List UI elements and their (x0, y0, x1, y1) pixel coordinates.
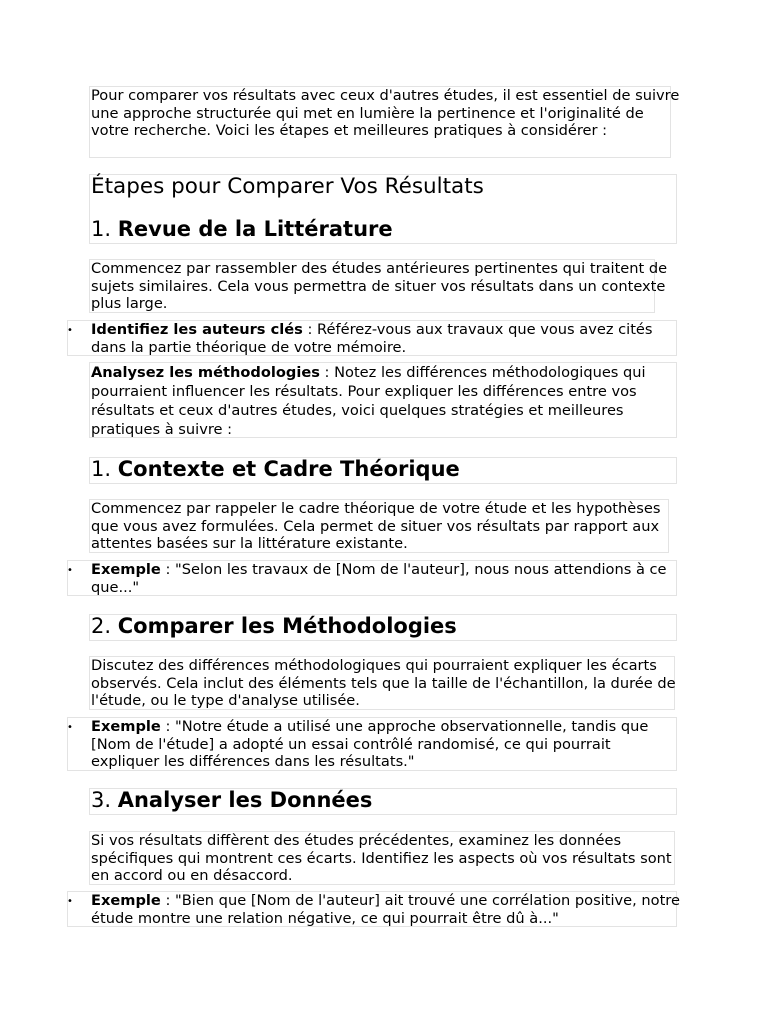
list-item-bold: Exemple (91, 718, 161, 735)
section-heading-contexte (91, 456, 460, 482)
section-heading-methodologies (91, 613, 457, 639)
section-paragraph: Discutez des différences méthodologiques qui pourraient expliquer les écarts observés. Cela inclut des éléments tels que la taille de l'échantillon, la durée de l'étude, ou le type d'analyse utilisée. (91, 657, 676, 710)
paragraph-text: : Notez les différences méthodologiques qui pourraient influencer les résultats. Pour expliquer les différences entre vos résultats et ceux d'autres études, voici quelques stratégies et meilleures pratiques à suivre : (91, 364, 646, 438)
section-paragraph: Commencez par rappeler le cadre théorique de votre étude et les hypothèses que vous avez formulées. Cela permet de situer vos résultats par rapport aux attentes basées sur la littérature existante. (91, 500, 661, 553)
list-item-text: : Référez-vous aux travaux que vous avez cités dans la partie théorique de votre mémoire. (91, 321, 653, 356)
bullet-icon: • (67, 325, 73, 336)
bullet-icon: • (67, 722, 73, 733)
main-heading: Étapes pour Comparer Vos Résultats (91, 174, 484, 199)
bullet-icon: • (67, 565, 73, 576)
section-title: Contexte et Cadre Théorique (117, 457, 460, 481)
list-item-bold: Identifiez les auteurs clés (91, 321, 303, 338)
list-item (91, 892, 681, 927)
list-item-bold: Exemple (91, 561, 161, 578)
section-title: Comparer les Méthodologies (117, 614, 457, 638)
methodology-paragraph (91, 363, 681, 439)
list-item-text: : "Selon les travaux de [Nom de l'auteur], nous nous attendions à ce que..." (91, 561, 667, 596)
section-number: 1. (91, 217, 112, 241)
section-number: 3. (91, 788, 112, 812)
section-paragraph: Commencez par rassembler des études antérieures pertinentes qui traitent de sujets similaires. Cela vous permettra de situer vos résultats dans un contexte plus large. (91, 260, 668, 313)
list-item-text: : "Notre étude a utilisé une approche observationnelle, tandis que [Nom de l'étude] a adopté un essai contrôlé randomisé, ce qui pourrait expliquer les différences dans les résultats." (91, 718, 649, 771)
intro-paragraph: Pour comparer vos résultats avec ceux d'autres études, il est essentiel de suivre une approche structurée qui met en lumière la pertinence et l'originalité de votre recherche. Voici les étapes et meilleures pratiques à considérer : (91, 87, 680, 140)
section-heading-revue (91, 216, 393, 242)
section-number: 2. (91, 614, 112, 638)
section-title: Analyser les Données (117, 788, 373, 812)
list-item (91, 561, 681, 596)
paragraph-bold: Analysez les méthodologies (91, 364, 320, 381)
list-item (91, 718, 681, 771)
section-title: Revue de la Littérature (117, 217, 393, 241)
list-item-bold: Exemple (91, 892, 161, 909)
section-paragraph: Si vos résultats diffèrent des études précédentes, examinez les données spécifiques qui montrent ces écarts. Identifiez les aspects où vos résultats sont en accord ou en désaccord. (91, 832, 672, 885)
section-heading-donnees (91, 787, 372, 813)
bullet-icon: • (67, 896, 73, 907)
list-item-text: : "Bien que [Nom de l'auteur] ait trouvé une corrélation positive, notre étude montre une relation négative, ce qui pourrait être dû à..." (91, 892, 680, 927)
list-item (91, 321, 681, 356)
section-number: 1. (91, 457, 112, 481)
